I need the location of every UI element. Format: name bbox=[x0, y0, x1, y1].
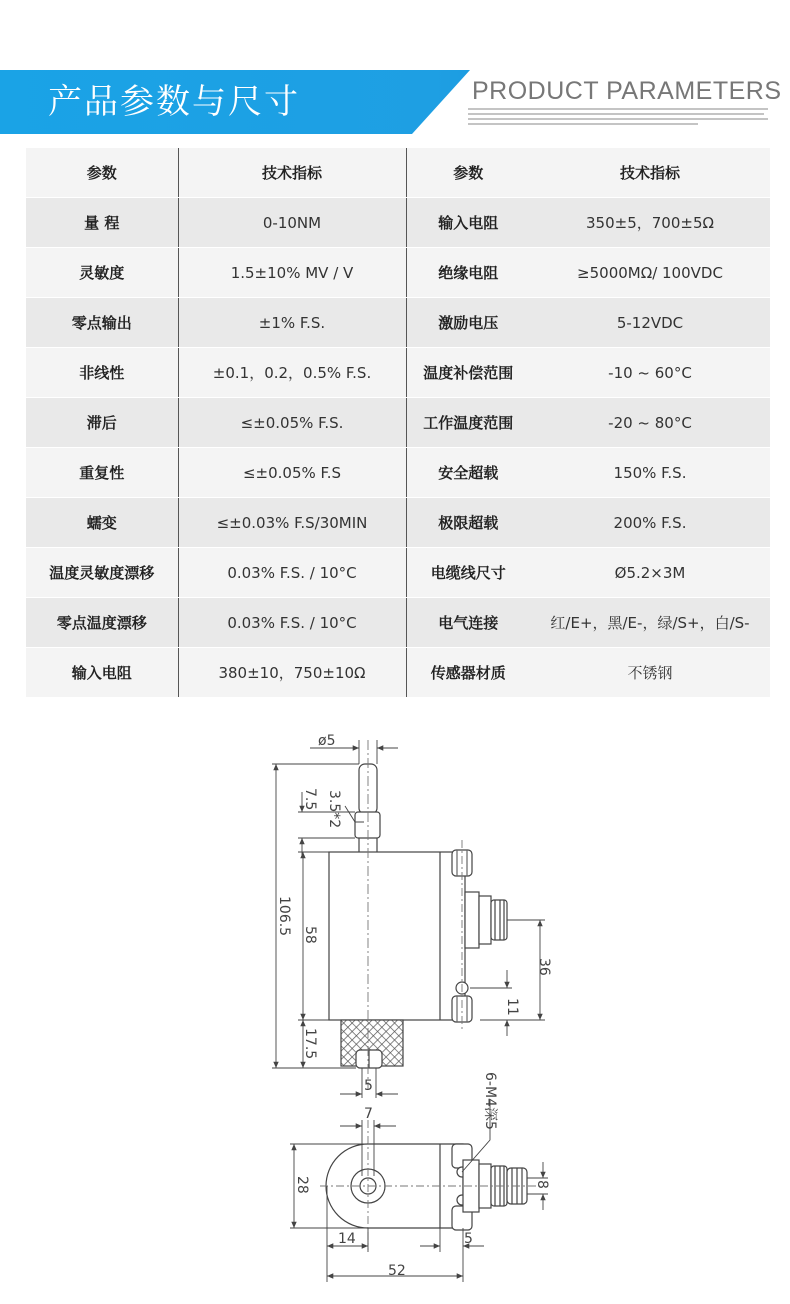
param-value-cell: -20 ~ 80°C bbox=[530, 398, 770, 448]
table-row bbox=[26, 198, 770, 248]
dim-slot-width: 5 bbox=[364, 1078, 373, 1094]
param-name-cell: 量 程 bbox=[26, 198, 178, 248]
param-name-cell: 输入电阻 bbox=[26, 648, 178, 698]
param-name-cell: 蠕变 bbox=[26, 498, 178, 548]
header-cell-spec-1: 技术指标 bbox=[178, 148, 406, 198]
param-name-cell: 非线性 bbox=[26, 348, 178, 398]
dim-width: 28 bbox=[294, 1176, 310, 1194]
param-name-cell: 输入电阻 bbox=[406, 198, 530, 248]
param-value-cell: 0.03% F.S. / 10°C bbox=[178, 548, 406, 598]
param-value-cell: 1.5±10% MV / V bbox=[178, 248, 406, 298]
table-row bbox=[26, 398, 770, 448]
header-cell-param-1: 参数 bbox=[26, 148, 178, 198]
dim-bore: 7 bbox=[364, 1106, 373, 1122]
param-name-cell: 温度补偿范围 bbox=[406, 348, 530, 398]
main-body bbox=[329, 852, 465, 1020]
param-name-cell: 安全超载 bbox=[406, 448, 530, 498]
dim-connector-width: 8 bbox=[534, 1180, 550, 1189]
table-row bbox=[26, 498, 770, 548]
page-title: 产品参数与尺寸 bbox=[48, 82, 300, 122]
drawing-svg bbox=[0, 720, 790, 1304]
bottom-body bbox=[326, 1144, 463, 1228]
shaft-collar bbox=[355, 812, 380, 838]
table-row bbox=[26, 648, 770, 698]
param-name-cell: 绝缘电阻 bbox=[406, 248, 530, 298]
param-value-cell: 0-10NM bbox=[178, 198, 406, 248]
dim-total-length: 52 bbox=[388, 1263, 406, 1279]
header-cell-spec-2: 技术指标 bbox=[530, 148, 770, 198]
dim-shaft-len: 7.5 bbox=[302, 788, 318, 811]
param-name-cell: 电缆线尺寸 bbox=[406, 548, 530, 598]
dim-shaft-detail: 3.5*2 bbox=[326, 790, 342, 829]
header-banner bbox=[0, 70, 790, 134]
param-value-cell: ≤±0.05% F.S. bbox=[178, 398, 406, 448]
parameter-table bbox=[26, 148, 770, 698]
param-value-cell: 350±5，700±5Ω bbox=[530, 198, 770, 248]
front-view bbox=[329, 740, 507, 1090]
param-value-cell: 红/E+，黑/E-，绿/S+，白/S- bbox=[530, 598, 770, 648]
param-value-cell: 5-12VDC bbox=[530, 298, 770, 348]
param-value-cell: 不锈钢 bbox=[530, 648, 770, 698]
param-value-cell: ≥5000MΩ/ 100VDC bbox=[530, 248, 770, 298]
dimension-drawing bbox=[0, 720, 790, 1304]
table-header-row bbox=[26, 148, 770, 198]
param-name-cell: 激励电压 bbox=[406, 298, 530, 348]
param-name-cell: 滞后 bbox=[26, 398, 178, 448]
param-name-cell: 灵敏度 bbox=[26, 248, 178, 298]
decorative-fine-lines bbox=[468, 108, 768, 128]
table-row bbox=[26, 548, 770, 598]
param-name-cell: 电气连接 bbox=[406, 598, 530, 648]
param-name-cell: 零点温度漂移 bbox=[26, 598, 178, 648]
connector-base bbox=[465, 892, 479, 948]
dim-lower-len: 17.5 bbox=[302, 1028, 318, 1060]
param-value-cell: 150% F.S. bbox=[530, 448, 770, 498]
param-value-cell: Ø5.2×3M bbox=[530, 548, 770, 598]
param-value-cell: 0.03% F.S. / 10°C bbox=[178, 598, 406, 648]
dim-shaft-dia: ø5 bbox=[318, 733, 336, 749]
table-row bbox=[26, 348, 770, 398]
param-value-cell: ≤±0.05% F.S bbox=[178, 448, 406, 498]
dim-hub-offset: 14 bbox=[338, 1231, 356, 1247]
table-row bbox=[26, 448, 770, 498]
dim-body-height: 58 bbox=[302, 926, 318, 944]
param-value-cell: 200% F.S. bbox=[530, 498, 770, 548]
param-name-cell: 工作温度范围 bbox=[406, 398, 530, 448]
table-row bbox=[26, 598, 770, 648]
header-cell-param-2: 参数 bbox=[406, 148, 530, 198]
param-name-cell: 零点输出 bbox=[26, 298, 178, 348]
dim-thread-note: 6-M4深5 bbox=[482, 1072, 498, 1130]
table-row bbox=[26, 248, 770, 298]
param-value-cell: 380±10，750±10Ω bbox=[178, 648, 406, 698]
param-name-cell: 重复性 bbox=[26, 448, 178, 498]
param-name-cell: 极限超载 bbox=[406, 498, 530, 548]
dim-hole-offset: 11 bbox=[504, 998, 520, 1016]
table-row bbox=[26, 298, 770, 348]
param-name-cell: 温度灵敏度漂移 bbox=[26, 548, 178, 598]
param-name-cell: 传感器材质 bbox=[406, 648, 530, 698]
dim-total-height: 106.5 bbox=[276, 896, 292, 937]
param-value-cell: -10 ~ 60°C bbox=[530, 348, 770, 398]
dim-connector-offset: 36 bbox=[536, 958, 552, 976]
param-value-cell: ±0.1，0.2，0.5% F.S. bbox=[178, 348, 406, 398]
param-value-cell: ±1% F.S. bbox=[178, 298, 406, 348]
page-title-en: PRODUCT PARAMETERS bbox=[472, 77, 782, 105]
dim-flange: 5 bbox=[464, 1231, 473, 1247]
param-value-cell: ≤±0.03% F.S/30MIN bbox=[178, 498, 406, 548]
